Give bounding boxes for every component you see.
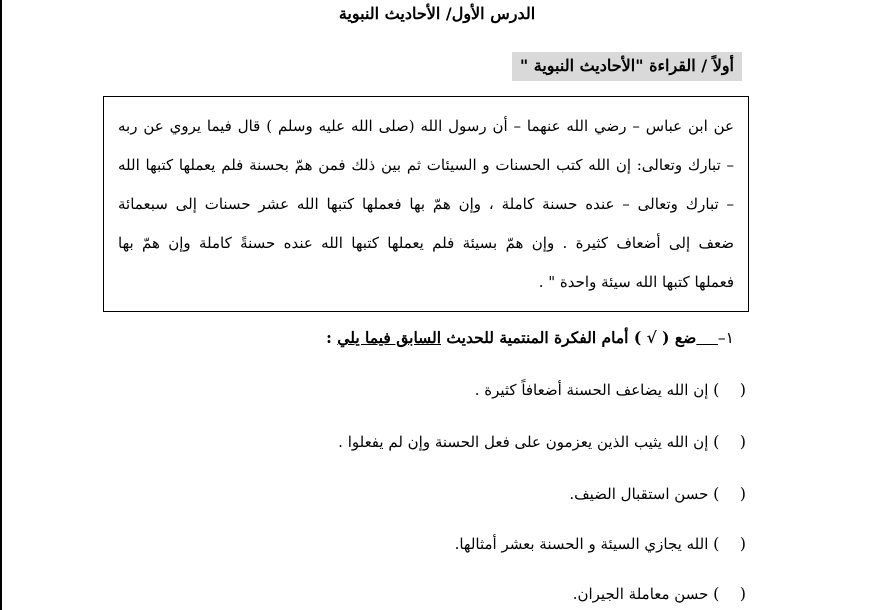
question-instruction: ضع ( √ ) أمام الفكرة المنتمية للحديث <box>441 328 697 347</box>
question-1 <box>326 328 734 347</box>
hadith-line-2: – تبارك وتعالى: إن الله كتب الحسنات و السيئات ثم بين ذلك فمن همّ بحسنة فلم يعملها كتبها الله <box>118 156 734 174</box>
option-1-text: إن الله يضاعف الحسنة أضعافاً كثيرة . <box>474 381 709 399</box>
question-instruction-underlined: السابق فيما يلي <box>337 328 442 347</box>
hadith-line-5: فعملها كتبها الله سيئة واحدة " . <box>538 273 734 291</box>
option-4-text: الله يجازي السيئة و الحسنة بعشر أمثالها. <box>454 535 709 553</box>
reading-section-heading: أولاً / القراءة "الأحاديث النبوية " <box>512 52 742 81</box>
option-4 <box>455 534 746 553</box>
question-dash <box>696 328 718 347</box>
option-3-checkbox[interactable]: ( ) <box>713 484 746 503</box>
option-5-text: حسن معاملة الجيران. <box>572 585 709 603</box>
option-5-checkbox[interactable]: ( ) <box>713 584 746 603</box>
hadith-line-4: ضعف إلى أضعاف كثيرة . وإن همّ بسيئة فلم يعملها كتبها الله عنده حسنةً كاملة وإن همّ بها <box>118 234 734 252</box>
option-3 <box>569 484 746 503</box>
option-5 <box>573 584 746 603</box>
hadith-line-3: – تبارك وتعالى – عنده حسنة كاملة ، وإن همّ بها فعملها كتبها الله عشر حسنات إلى سبعمائة <box>118 195 734 213</box>
option-2-checkbox[interactable]: ( ) <box>713 432 746 451</box>
option-3-text: حسن استقبال الضيف. <box>569 485 709 503</box>
option-2-text: إن الله يثيب الذين يعزمون على فعل الحسنة وإن لم يفعلوا . <box>338 433 709 451</box>
question-number: ١– <box>717 329 734 347</box>
option-2 <box>338 432 746 451</box>
option-1 <box>475 380 746 399</box>
lesson-title: الدرس الأول/ الأحاديث النبوية <box>338 4 536 23</box>
question-colon: : <box>326 328 338 347</box>
hadith-line-1: عن ابن عباس – رضي الله عنهما – أن رسول الله (صلى الله عليه وسلم ) قال فيما يروي عن ربه <box>118 117 734 135</box>
hadith-text-box <box>103 96 749 312</box>
option-1-checkbox[interactable]: ( ) <box>713 380 746 399</box>
option-4-checkbox[interactable]: ( ) <box>713 534 746 553</box>
page-left-border <box>0 0 2 610</box>
